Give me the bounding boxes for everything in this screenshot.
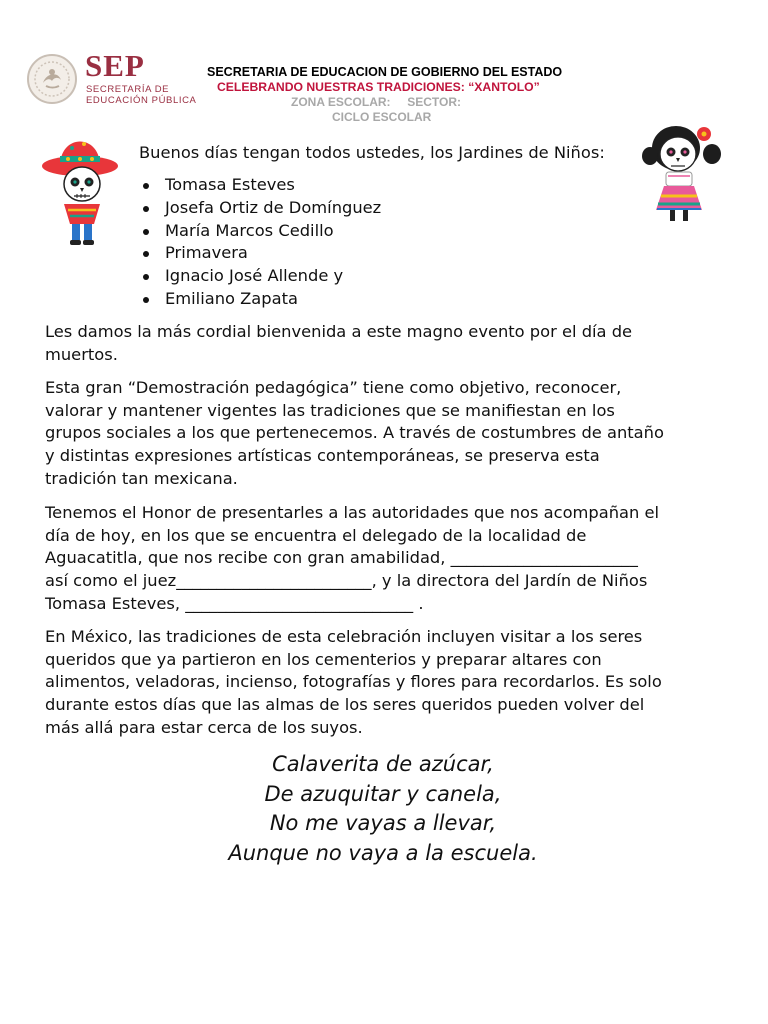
traditions-paragraph	[45, 626, 725, 740]
bullet-icon	[143, 251, 149, 257]
bullet-icon	[143, 274, 149, 280]
school-name: Tomasa Esteves	[165, 175, 295, 194]
paragraph-line: día de hoy, en los que se encuentra el delegado de la localidad de	[45, 525, 587, 545]
school-list	[137, 174, 381, 311]
sep-logo-subtitle-line2: EDUCACIÓN PÚBLICA	[86, 95, 197, 106]
list-item	[137, 288, 381, 311]
poem-line: Calaverita de azúcar,	[272, 752, 494, 776]
catrin-sombrero-skull-illustration	[40, 120, 120, 248]
sep-logo-subtitle-line1: SECRETARÍA DE	[86, 84, 170, 95]
school-name: Ignacio José Allende y	[165, 266, 344, 286]
paragraph-line: alimentos, veladoras, incienso, fotografías y flores para recordarlos. Es solo	[45, 672, 662, 692]
list-item	[137, 220, 381, 243]
mexico-coat-of-arms-seal-icon	[26, 53, 78, 105]
school-name: Josefa Ortiz de Domínguez	[165, 197, 382, 217]
welcome-paragraph	[45, 321, 725, 366]
catrina-girl-skull-illustration	[640, 118, 730, 226]
paragraph-line: Aguacatitla, que nos recibe con gran amabilidad, _______________________	[45, 548, 638, 568]
paragraph-line: Tomasa Esteves, ____________________________ .	[45, 593, 424, 613]
greeting-text: Buenos días tengan todos ustedes, los Jardines de Niños:	[139, 143, 605, 162]
paragraph-line: así como el juez________________________, y la directora del Jardín de Niños	[45, 571, 648, 591]
paragraph-line: y distintas expresiones artísticas contemporáneas, se preserva esta	[45, 446, 600, 466]
paragraph-line: queridos que ya partieron en los cementerios y preparar altares con	[45, 649, 602, 669]
header-title: SECRETARIA DE EDUCACION DE GOBIERNO DEL ESTADO	[207, 65, 563, 79]
list-item	[137, 242, 381, 265]
paragraph-line: valorar y mantener vigentes las tradiciones que se manifiestan en los	[45, 400, 615, 420]
bullet-icon	[143, 206, 149, 212]
paragraph-line: más allá para estar cerca de los suyos.	[45, 717, 363, 737]
paragraph-line: tradición tan mexicana.	[45, 468, 238, 488]
paragraph-line: En México, las tradiciones de esta celebración incluyen visitar a los seres	[45, 627, 643, 646]
header-subtitle: CELEBRANDO NUESTRAS TRADICIONES: “XANTOLO”	[217, 80, 540, 94]
poem-line: No me vayas a llevar,	[269, 811, 497, 836]
authorities-paragraph	[45, 502, 725, 616]
objective-paragraph	[45, 377, 725, 491]
paragraph-line: grupos sociales a los que pertenecemos. A través de costumbres de antaño	[45, 423, 664, 443]
sep-logo-subtitle	[86, 84, 197, 106]
bullet-icon	[143, 229, 149, 235]
poem-line: Aunque no vaya a la escuela.	[228, 841, 538, 866]
school-name: Emiliano Zapata	[165, 288, 298, 308]
list-item	[137, 197, 381, 220]
sep-logo-wordmark: SEP	[85, 48, 145, 83]
header-school-cycle: CICLO ESCOLAR	[332, 110, 432, 124]
poem-calaverita	[160, 750, 606, 869]
poem-line: De azuquitar y canela,	[264, 781, 502, 806]
header-zone-sector: ZONA ESCOLAR: SECTOR:	[291, 95, 462, 109]
paragraph-line: muertos.	[45, 344, 118, 364]
list-item	[137, 265, 381, 288]
paragraph-line: durante estos días que las almas de los seres queridos pueden volver del	[45, 695, 645, 715]
school-name: María Marcos Cedillo	[165, 220, 334, 240]
school-name: Primavera	[165, 243, 248, 263]
paragraph-line: Tenemos el Honor de presentarles a las autoridades que nos acompañan el	[45, 503, 660, 522]
bullet-icon	[143, 183, 149, 189]
bullet-icon	[143, 297, 149, 303]
list-item	[137, 174, 381, 197]
paragraph-line: Les damos la más cordial bienvenida a este magno evento por el día de	[45, 322, 633, 341]
paragraph-line: Esta gran “Demostración pedagógica” tiene como objetivo, reconocer,	[45, 378, 622, 397]
